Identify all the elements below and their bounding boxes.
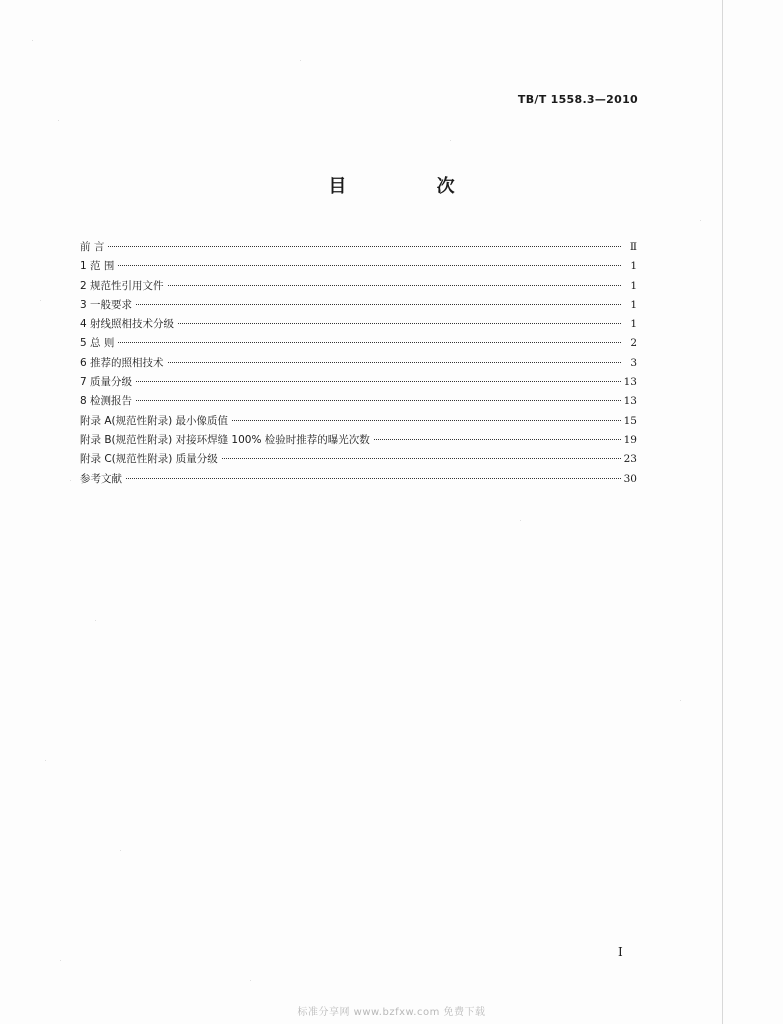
toc-dot-leader xyxy=(136,304,621,305)
toc-entry-page: 1 xyxy=(630,279,637,292)
toc-dot-leader xyxy=(118,342,621,343)
toc-entry[interactable] xyxy=(80,431,637,450)
toc-dot-leader xyxy=(168,362,621,363)
toc-entry[interactable] xyxy=(80,257,637,276)
toc-entry-label: 7 质量分级 xyxy=(80,376,133,389)
toc-entry-page: 30 xyxy=(623,472,637,485)
toc-entry-page: 15 xyxy=(623,414,637,427)
toc-dot-leader xyxy=(136,400,621,401)
toc-entry-label: 5 总 则 xyxy=(80,337,115,350)
toc-entry-label: 附录 A(规范性附录) 最小像质值 xyxy=(80,414,229,427)
toc-dot-leader xyxy=(232,420,621,421)
toc-dot-leader xyxy=(168,285,621,286)
toc-entry[interactable] xyxy=(80,392,637,411)
toc-entry-label: 8 检测报告 xyxy=(80,395,133,408)
toc-entry-label: 4 射线照相技术分级 xyxy=(80,318,175,331)
page-number: I xyxy=(618,945,623,959)
toc-entry-page: 13 xyxy=(623,395,637,408)
toc-entry[interactable] xyxy=(80,354,637,373)
toc-entry-page: 1 xyxy=(630,318,637,331)
table-of-contents xyxy=(80,238,637,489)
toc-entry[interactable] xyxy=(80,412,637,431)
toc-entry[interactable] xyxy=(80,470,637,489)
toc-entry-label: 6 推荐的照相技术 xyxy=(80,356,164,369)
toc-entry-label: 3 一般要求 xyxy=(80,298,133,311)
toc-entry[interactable] xyxy=(80,296,637,315)
toc-entry-page: 13 xyxy=(623,376,637,389)
scan-edge-line xyxy=(722,0,723,1024)
toc-entry[interactable] xyxy=(80,450,637,469)
toc-entry-page: 3 xyxy=(630,356,637,369)
standard-number: TB/T 1558.3—2010 xyxy=(517,93,638,106)
toc-dot-leader xyxy=(126,478,621,479)
watermark-text: 标准分享网 www.bzfxw.com 免费下载 xyxy=(297,1007,486,1018)
toc-entry-page: Ⅱ xyxy=(629,241,637,253)
toc-entry-page: 19 xyxy=(623,433,637,446)
toc-entry[interactable] xyxy=(80,334,637,353)
toc-entry-page: 23 xyxy=(623,453,637,466)
toc-dot-leader xyxy=(108,246,621,247)
toc-entry-label: 1 范 围 xyxy=(80,260,115,273)
toc-entry-label: 附录 B(规范性附录) 对接环焊缝 100% 检验时推荐的曝光次数 xyxy=(80,433,370,446)
toc-entry[interactable] xyxy=(80,238,637,257)
toc-entry[interactable] xyxy=(80,373,637,392)
toc-entry[interactable] xyxy=(80,315,637,334)
toc-entry[interactable] xyxy=(80,277,637,296)
toc-dot-leader xyxy=(136,381,621,382)
toc-dot-leader xyxy=(374,439,621,440)
toc-entry-label: 附录 C(规范性附录) 质量分级 xyxy=(80,453,218,466)
toc-dot-leader xyxy=(178,323,621,324)
toc-entry-label: 2 规范性引用文件 xyxy=(80,279,164,292)
toc-entry-page: 1 xyxy=(630,298,637,311)
toc-title: 目 次 xyxy=(328,176,497,197)
toc-entry-label: 参考文献 xyxy=(80,472,122,485)
toc-dot-leader xyxy=(118,265,621,266)
toc-dot-leader xyxy=(222,458,621,459)
toc-entry-page: 1 xyxy=(630,260,637,273)
toc-entry-label: 前 言 xyxy=(80,241,105,253)
toc-entry-page: 2 xyxy=(630,337,637,350)
